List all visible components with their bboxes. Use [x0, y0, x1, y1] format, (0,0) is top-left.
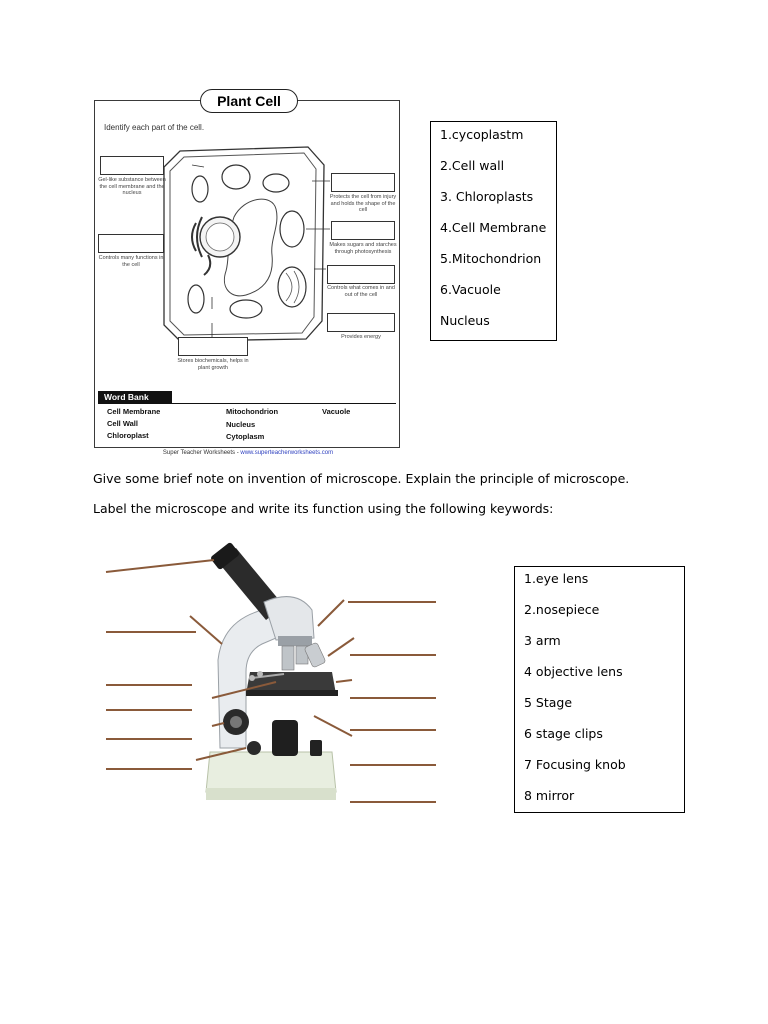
question-microscope-invention: Give some brief note on invention of microscope. Explain the principle of microscope.: [93, 471, 630, 486]
caption-cytoplasm: Gel-like substance between the cell membrane and the nucleus: [98, 177, 166, 196]
cell-answer-item: 3. Chloroplasts: [440, 189, 534, 204]
keyword-item: 5 Stage: [524, 695, 573, 710]
keyword-item: 2.nosepiece: [524, 602, 600, 617]
question-label-microscope: Label the microscope and write its function using the following keywords:: [93, 501, 554, 516]
caption-cell-wall: Protects the cell from injury and holds the shape of the cell: [329, 194, 397, 213]
answer-box-chloroplast: [331, 221, 395, 240]
word-bank-term: Mitochondrion: [226, 407, 279, 416]
footer-link[interactable]: www.superteacherworksheets.com: [240, 450, 334, 456]
word-bank-term: Nucleus: [226, 420, 256, 429]
keyword-item: 3 arm: [524, 633, 561, 648]
answer-box-vacuole: [178, 337, 248, 356]
caption-membrane: Controls what comes in and out of the cell: [327, 285, 395, 298]
cell-answer-item: Nucleus: [440, 313, 490, 328]
cell-answers-box: [430, 121, 557, 341]
keyword-item: 7 Focusing knob: [524, 757, 626, 772]
microscope-image: [100, 540, 445, 808]
answer-box-cytoplasm: [100, 156, 164, 175]
keyword-item: 4 objective lens: [524, 664, 623, 679]
word-bank-term: Cell Wall: [107, 419, 138, 428]
word-bank-header: Word Bank: [98, 391, 172, 404]
answer-box-mitochondrion: [327, 313, 395, 332]
word-bank-term: Vacuole: [322, 407, 351, 416]
word-bank-term: Chloroplast: [107, 431, 149, 440]
cell-answer-item: 5.Mitochondrion: [440, 251, 542, 266]
keyword-item: 1.eye lens: [524, 571, 589, 586]
plant-cell-footer: [94, 450, 402, 456]
keyword-item: 8 mirror: [524, 788, 575, 803]
plant-cell-instruction: Identify each part of the cell.: [104, 123, 205, 132]
caption-nucleus: Controls many functions in the cell: [98, 255, 164, 268]
cell-answer-item: 6.Vacuole: [440, 282, 501, 297]
answer-box-nucleus: [98, 234, 164, 253]
keyword-item: 6 stage clips: [524, 726, 603, 741]
plant-cell-worksheet-image: [94, 89, 402, 461]
microscope-diagram: [100, 540, 445, 808]
word-bank-divider: [98, 403, 396, 404]
caption-mitochondrion: Provides energy: [341, 334, 381, 340]
plant-cell-title: Plant Cell: [200, 89, 298, 113]
word-bank-term: Cytoplasm: [226, 432, 265, 441]
cell-answer-item: 4.Cell Membrane: [440, 220, 547, 235]
caption-chloroplast: Makes sugars and starches through photosynthesis: [329, 242, 397, 255]
answer-box-cell-wall: [331, 173, 395, 192]
footer-text: Super Teacher Worksheets -: [162, 450, 241, 456]
microscope-keywords-box: [514, 566, 685, 813]
caption-vacuole: Stores biochemicals, helps in plant growth: [177, 358, 249, 371]
cell-answer-item: 1.cycoplastm: [440, 127, 524, 142]
word-bank-term: Cell Membrane: [107, 407, 161, 416]
cell-answer-item: 2.Cell wall: [440, 158, 505, 173]
answer-box-membrane: [327, 265, 395, 284]
